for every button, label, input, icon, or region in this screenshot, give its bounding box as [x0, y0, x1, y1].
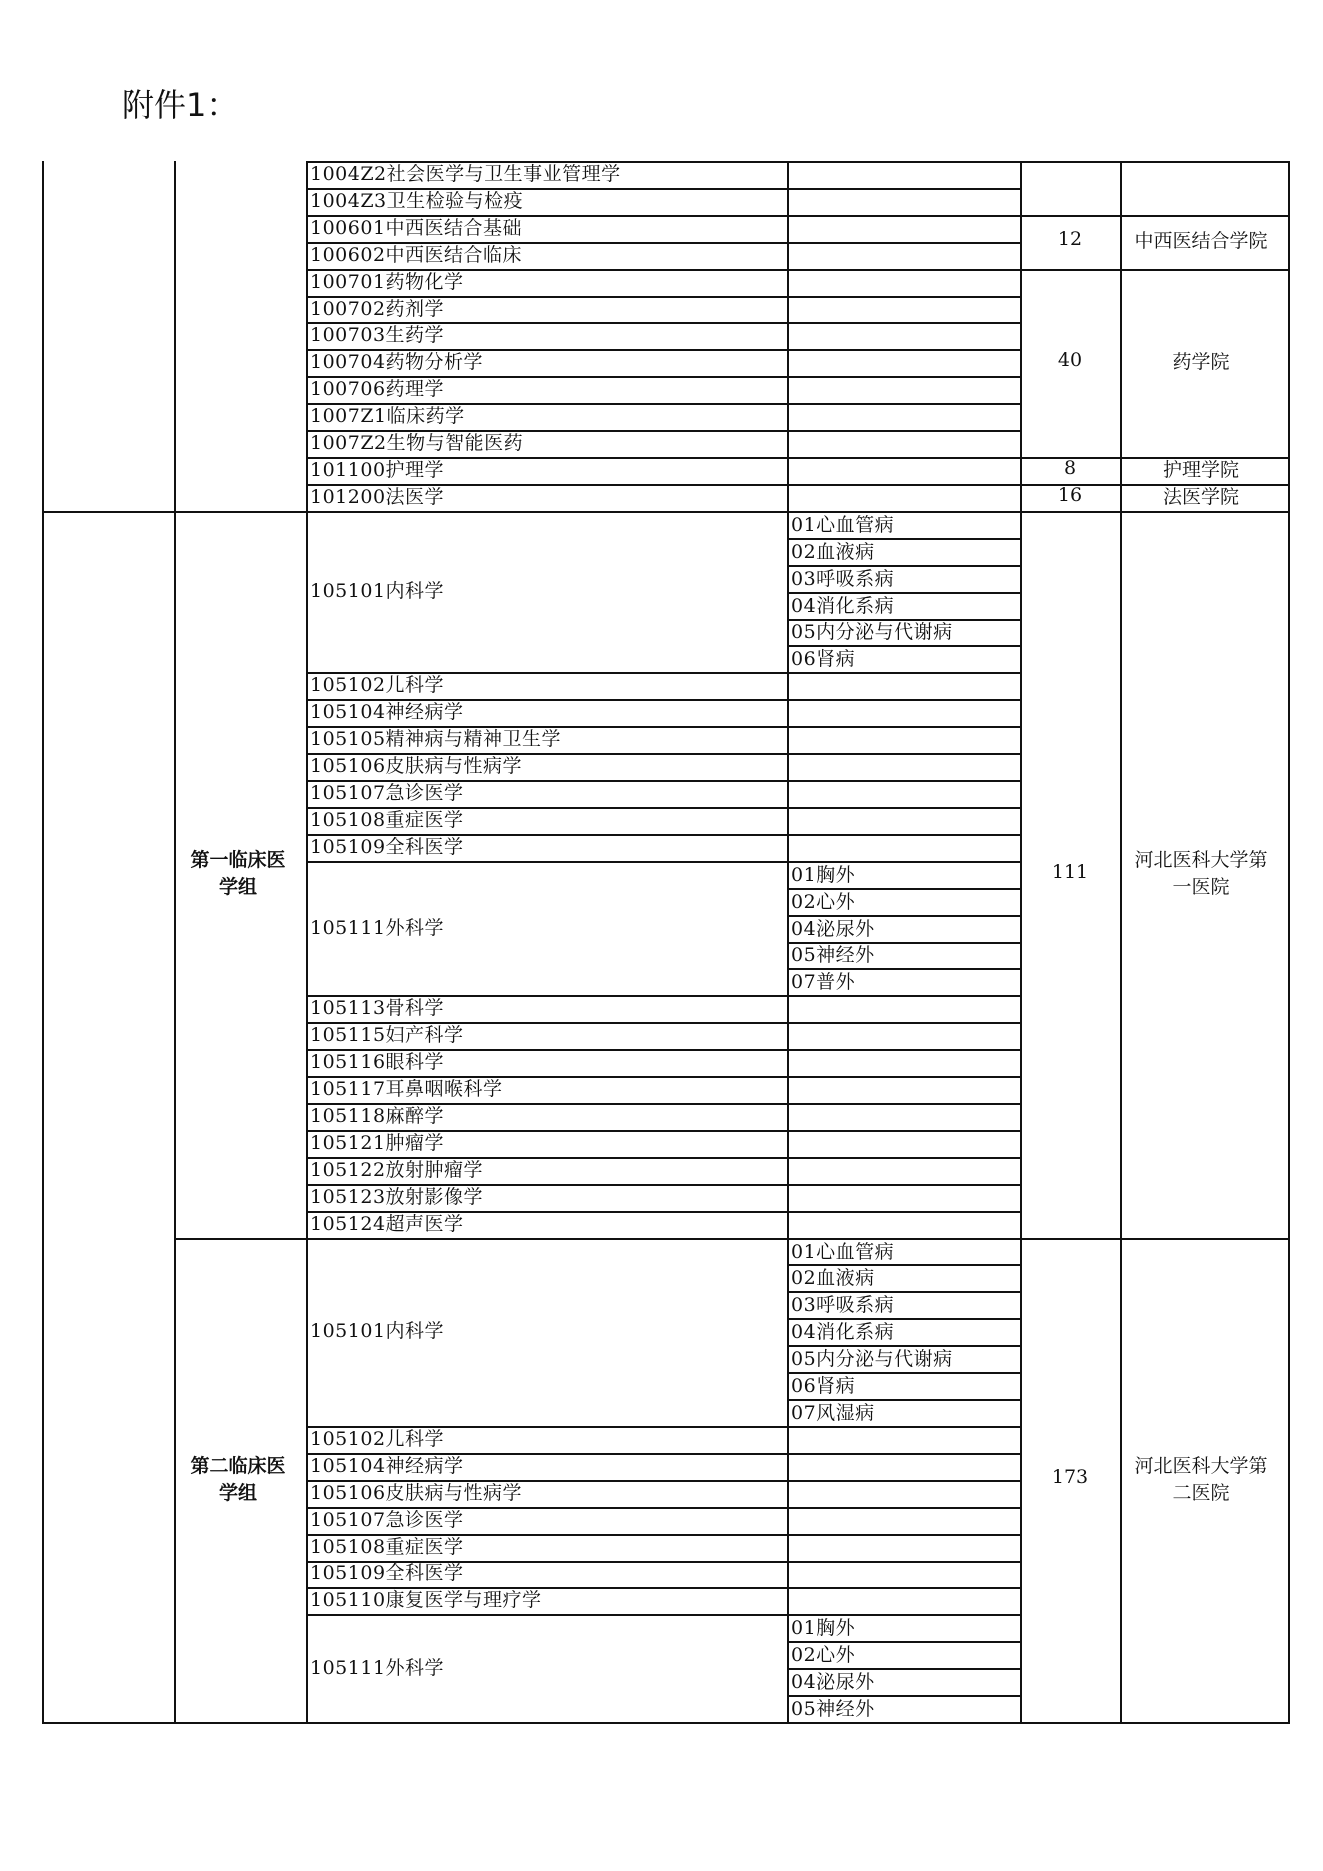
- major-name: 101100护理学: [310, 459, 445, 481]
- major-name: 100701药物化学: [310, 270, 464, 293]
- major-name: 105101内科学: [310, 1320, 445, 1343]
- direction-row-line: [787, 484, 1022, 486]
- research-direction: 06肾病: [791, 648, 856, 671]
- attachment-heading: 附件1：: [122, 86, 239, 124]
- major-name: 105110康复医学与理疗学: [310, 1589, 542, 1612]
- direction-row-line: [787, 161, 1022, 163]
- column-divider: [306, 161, 308, 1722]
- direction-row-line: [787, 296, 1022, 298]
- major-row-line: [306, 1238, 787, 1240]
- department-name: 河北医科大学第一医院: [1134, 849, 1268, 899]
- major-name: 105102儿科学: [310, 1427, 445, 1450]
- enrollment-count: 12: [1057, 228, 1083, 251]
- major-name: 1004Z3卫生检验与检疫: [310, 189, 524, 212]
- research-direction: 01胸外: [791, 863, 856, 886]
- direction-row-line: [787, 242, 1022, 244]
- department-name: 药学院: [1172, 351, 1230, 374]
- direction-row-line: [787, 1507, 1022, 1509]
- major-name: 105107急诊医学: [310, 781, 464, 804]
- major-row-line: [306, 1614, 787, 1616]
- direction-row-line: [787, 1561, 1022, 1563]
- major-name: 105109全科医学: [310, 835, 464, 858]
- major-name: 105108重症医学: [310, 808, 464, 831]
- column-divider: [1288, 161, 1290, 1722]
- quota-row-line: [1020, 269, 1290, 271]
- major-row-line: [306, 861, 787, 863]
- group-row-line: [42, 511, 176, 513]
- direction-row-line: [787, 269, 1022, 271]
- department-name: 法医学院: [1162, 485, 1239, 508]
- direction-row-line: [787, 1049, 1022, 1051]
- quota-row-line: [1020, 215, 1290, 217]
- research-direction: 06肾病: [791, 1375, 856, 1398]
- major-name: 105108重症医学: [310, 1535, 464, 1558]
- enrollment-count: 8: [1063, 457, 1077, 479]
- major-name: 105122放射肿瘤学: [310, 1158, 484, 1181]
- major-row-line: [306, 511, 787, 513]
- research-direction: 03呼吸系病: [791, 1294, 895, 1317]
- direction-row-line: [787, 726, 1022, 728]
- direction-row-line: [787, 1480, 1022, 1482]
- direction-row-line: [787, 430, 1022, 432]
- research-direction: 04消化系病: [791, 1321, 895, 1344]
- major-name: 100702药剂学: [310, 297, 445, 320]
- research-direction: 01心血管病: [791, 1240, 895, 1263]
- major-name: 105106皮肤病与性病学: [310, 1481, 523, 1504]
- major-name: 105116眼科学: [310, 1051, 445, 1074]
- group-row-line: [174, 1238, 306, 1240]
- major-name: 100601中西医结合基础: [310, 216, 523, 239]
- major-name: 1007Z1临床药学: [310, 405, 465, 428]
- group-name: 第二临床医学组: [190, 1454, 286, 1504]
- major-name: 105101内科学: [310, 580, 445, 603]
- enrollment-count: 16: [1057, 483, 1083, 506]
- major-name: 1004Z2社会医学与卫生事业管理学: [310, 162, 621, 185]
- direction-row-line: [787, 1130, 1022, 1132]
- enrollment-count: 173: [1051, 1466, 1089, 1489]
- enrollment-count: 40: [1057, 349, 1083, 372]
- research-direction: 07普外: [791, 971, 856, 994]
- direction-row-line: [787, 1157, 1022, 1159]
- direction-row-line: [787, 215, 1022, 217]
- research-direction: 02心外: [791, 890, 856, 913]
- major-name: 100703生药学: [310, 324, 445, 347]
- research-direction: 04泌尿外: [791, 1671, 875, 1694]
- research-direction: 01胸外: [791, 1617, 856, 1640]
- major-name: 105104神经病学: [310, 701, 464, 724]
- major-name: 100706药理学: [310, 378, 445, 401]
- department-name: 护理学院: [1162, 459, 1239, 481]
- major-name: 105117耳鼻咽喉科学: [310, 1078, 503, 1101]
- direction-row-line: [787, 780, 1022, 782]
- major-name: 105111外科学: [310, 1656, 445, 1679]
- direction-row-line: [787, 1103, 1022, 1105]
- direction-row-line: [787, 1076, 1022, 1078]
- direction-row-line: [787, 322, 1022, 324]
- major-name: 105121肿瘤学: [310, 1131, 445, 1154]
- major-name: 105104神经病学: [310, 1454, 464, 1477]
- major-name: 105105精神病与精神卫生学: [310, 728, 562, 751]
- direction-row-line: [787, 457, 1022, 459]
- direction-row-line: [787, 188, 1022, 190]
- major-name: 100602中西医结合临床: [310, 243, 523, 266]
- major-name: 105124超声医学: [310, 1212, 464, 1235]
- research-direction: 03呼吸系病: [791, 567, 895, 590]
- research-direction: 04泌尿外: [791, 917, 875, 940]
- department-name: 河北医科大学第二医院: [1134, 1454, 1268, 1504]
- research-direction: 02心外: [791, 1644, 856, 1667]
- direction-row-line: [787, 349, 1022, 351]
- quota-row-line: [1020, 1238, 1290, 1240]
- major-name: 105109全科医学: [310, 1562, 464, 1585]
- enrollment-count: 111: [1051, 860, 1089, 883]
- quota-row-line: [1020, 161, 1290, 163]
- major-name: 105115妇产科学: [310, 1024, 464, 1047]
- research-direction: 05内分泌与代谢病: [791, 621, 953, 644]
- direction-row-line: [787, 753, 1022, 755]
- direction-row-line: [787, 1587, 1022, 1589]
- research-direction: 05神经外: [791, 1698, 875, 1721]
- major-name: 105118麻醉学: [310, 1104, 445, 1127]
- table-bottom-edge: [42, 1722, 1290, 1724]
- direction-row-line: [787, 807, 1022, 809]
- research-direction: 05内分泌与代谢病: [791, 1348, 953, 1371]
- research-direction: 05神经外: [791, 944, 875, 967]
- direction-row-line: [787, 376, 1022, 378]
- major-name: 105111外科学: [310, 916, 445, 939]
- direction-row-line: [787, 403, 1022, 405]
- research-direction: 02血液病: [791, 1267, 875, 1290]
- research-direction: 07风湿病: [791, 1401, 875, 1424]
- direction-row-line: [787, 1453, 1022, 1455]
- major-name: 101200法医学: [310, 485, 445, 508]
- department-name: 中西医结合学院: [1134, 230, 1268, 253]
- column-divider: [1120, 161, 1122, 1722]
- group-name: 第一临床医学组: [190, 849, 286, 899]
- research-direction: 01心血管病: [791, 513, 895, 536]
- quota-row-line: [1020, 511, 1290, 513]
- major-name: 105123放射影像学: [310, 1185, 484, 1208]
- direction-row-line: [787, 1184, 1022, 1186]
- direction-row-line: [787, 1534, 1022, 1536]
- direction-row-line: [787, 699, 1022, 701]
- column-divider: [174, 161, 176, 1722]
- group-row-line: [174, 511, 306, 513]
- major-name: 1007Z2生物与智能医药: [310, 432, 524, 455]
- research-direction: 04消化系病: [791, 594, 895, 617]
- direction-row-line: [787, 834, 1022, 836]
- direction-row-line: [787, 1211, 1022, 1213]
- major-name: 100704药物分析学: [310, 351, 484, 374]
- major-name: 105102儿科学: [310, 674, 445, 697]
- column-divider: [42, 161, 44, 1722]
- research-direction: 02血液病: [791, 540, 875, 563]
- major-name: 105107急诊医学: [310, 1508, 464, 1531]
- major-name: 105106皮肤病与性病学: [310, 755, 523, 778]
- major-name: 105113骨科学: [310, 997, 445, 1020]
- direction-row-line: [787, 1022, 1022, 1024]
